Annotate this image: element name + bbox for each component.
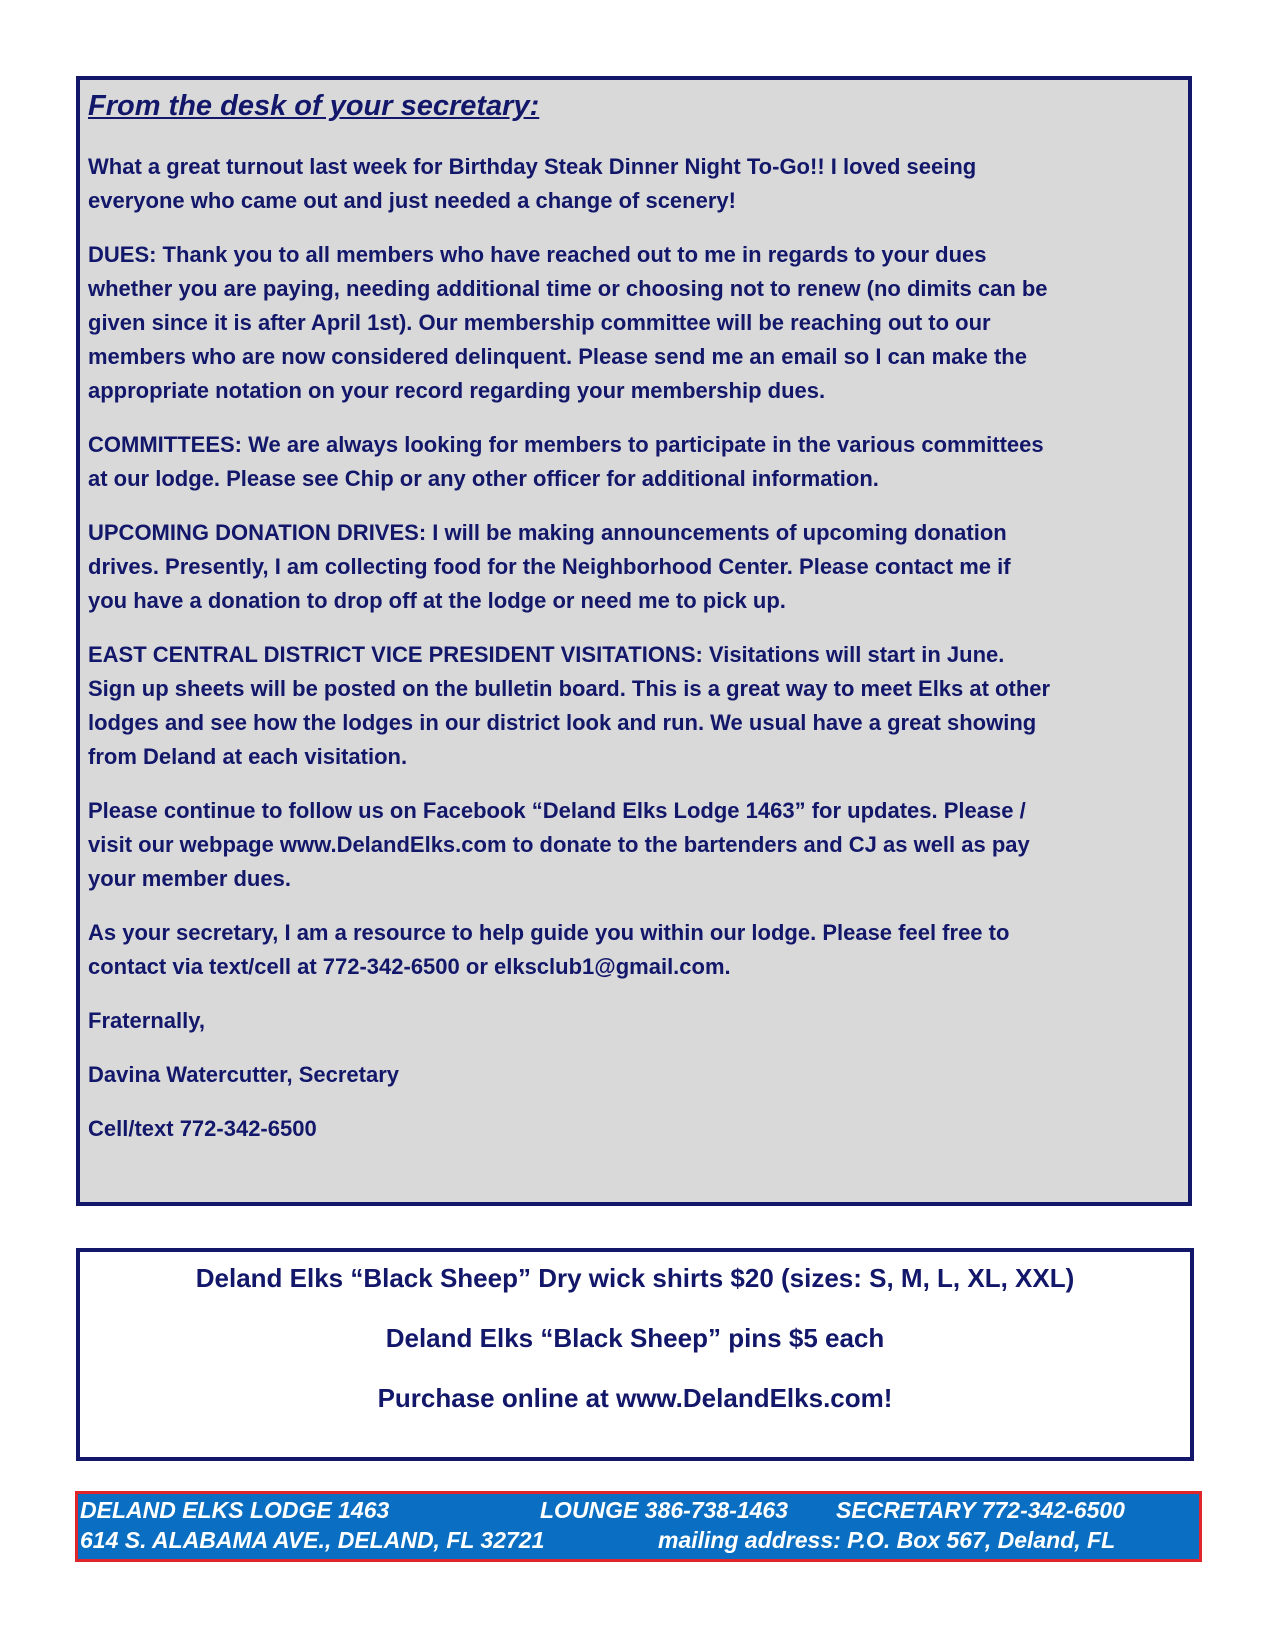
- paragraph-line: Davina Watercutter, Secretary: [88, 1062, 399, 1087]
- paragraph-line: lodges and see how the lodges in our district look and run. We usual have a great showing: [88, 710, 1037, 735]
- paragraph-line: members who are now considered delinquent. Please send me an email so I can make the: [88, 344, 1027, 369]
- paragraph-line: drives. Presently, I am collecting food for the Neighborhood Center. Please contact me if: [88, 554, 1011, 579]
- paragraph-line: everyone who came out and just needed a change of scenery!: [88, 188, 736, 213]
- paragraph-line: As your secretary, I am a resource to help guide you within our lodge. Please feel free to: [88, 920, 1010, 945]
- paragraph-line: COMMITTEES: We are always looking for members to participate in the various committees: [88, 432, 1044, 457]
- paragraph-line: you have a donation to drop off at the lodge or need me to pick up.: [88, 588, 786, 613]
- footer-secretary-phone: SECRETARY 772-342-6500: [836, 1497, 1125, 1523]
- paragraph-line: EAST CENTRAL DISTRICT VICE PRESIDENT VISITATIONS: Visitations will start in June.: [88, 642, 1005, 667]
- paragraph-line: contact via text/cell at 772-342-6500 or elksclub1@gmail.com.: [88, 954, 731, 979]
- secretary-paragraph: [88, 1004, 1188, 1038]
- secretary-section: [76, 76, 1192, 1206]
- paragraph-line: from Deland at each visitation.: [88, 744, 408, 769]
- lodge-contact-footer: [75, 1491, 1202, 1562]
- paragraph-line: Fraternally,: [88, 1008, 205, 1033]
- secretary-body: [88, 150, 1188, 1146]
- footer-mailing-address: mailing address: P.O. Box 567, Deland, FL: [658, 1527, 1116, 1553]
- shirts-offer: Deland Elks “Black Sheep” Dry wick shirts $20 (sizes: S, M, L, XL, XXL): [195, 1263, 1075, 1293]
- paragraph-line: Please continue to follow us on Facebook “Deland Elks Lodge 1463” for updates. Please /: [88, 798, 1026, 823]
- paragraph-line: What a great turnout last week for Birthday Steak Dinner Night To-Go!! I loved seeing: [88, 154, 977, 179]
- paragraph-line: Cell/text 772-342-6500: [88, 1116, 317, 1141]
- paragraph-line: at our lodge. Please see Chip or any other officer for additional information.: [88, 466, 879, 491]
- paragraph-line: UPCOMING DONATION DRIVES: I will be making announcements of upcoming donation: [88, 520, 1007, 545]
- secretary-paragraph: [88, 638, 1188, 774]
- paragraph-line: visit our webpage www.DelandElks.com to donate to the bartenders and CJ as well as pay: [88, 832, 1030, 857]
- secretary-paragraph: [88, 794, 1188, 896]
- footer-lodge-name: DELAND ELKS LODGE 1463: [80, 1497, 390, 1523]
- secretary-title: From the desk of your secretary:: [88, 90, 540, 122]
- secretary-paragraph: [88, 428, 1188, 496]
- merchandise-section: [76, 1248, 1194, 1461]
- paragraph-line: your member dues.: [88, 866, 291, 891]
- secretary-paragraph: [88, 1112, 1188, 1146]
- footer-lounge-phone: LOUNGE 386-738-1463: [540, 1497, 789, 1523]
- secretary-paragraph: [88, 238, 1188, 408]
- pins-offer: Deland Elks “Black Sheep” pins $5 each: [385, 1323, 885, 1353]
- purchase-online-note: Purchase online at www.DelandElks.com!: [377, 1383, 893, 1413]
- secretary-paragraph: [88, 150, 1188, 218]
- footer-street-address: 614 S. ALABAMA AVE., DELAND, FL 32721: [80, 1527, 545, 1553]
- paragraph-line: given since it is after April 1st). Our membership committee will be reaching out to our: [88, 310, 991, 335]
- secretary-paragraph: [88, 1058, 1188, 1092]
- paragraph-line: appropriate notation on your record regarding your membership dues.: [88, 378, 826, 403]
- secretary-paragraph: [88, 916, 1188, 984]
- secretary-paragraph: [88, 516, 1188, 618]
- paragraph-line: Sign up sheets will be posted on the bulletin board. This is a great way to meet Elks at other: [88, 676, 1051, 701]
- paragraph-line: DUES: Thank you to all members who have reached out to me in regards to your dues: [88, 242, 987, 267]
- paragraph-line: whether you are paying, needing additional time or choosing not to renew (no dimits can be: [88, 276, 1048, 301]
